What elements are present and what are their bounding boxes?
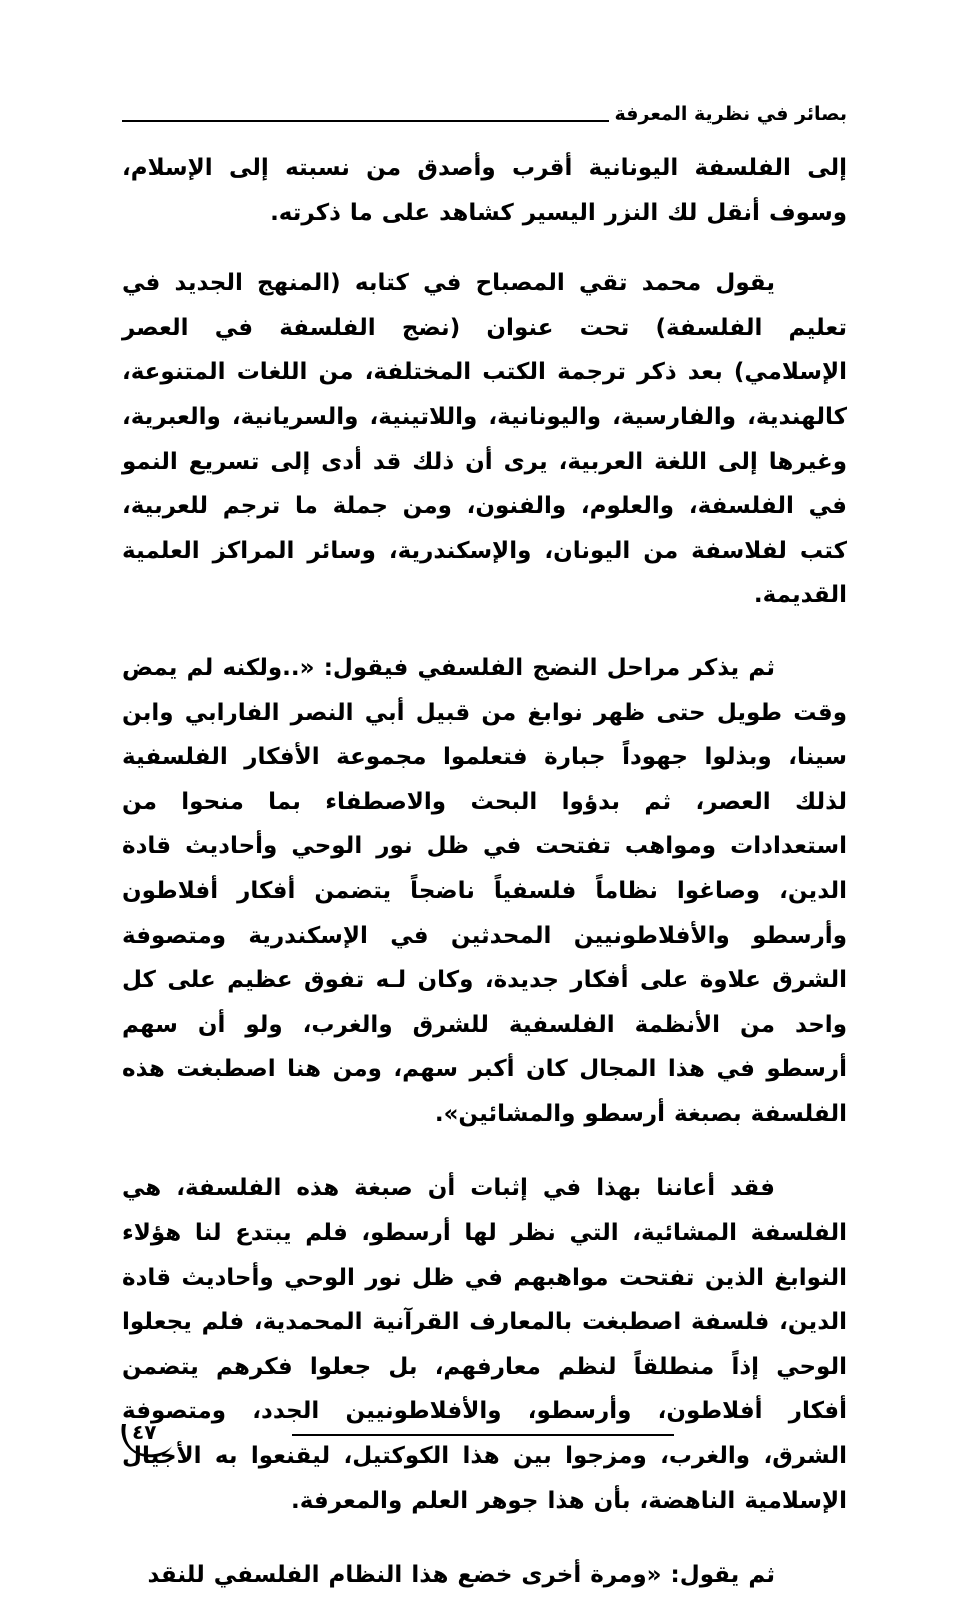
running-header-title: بصائر في نظرية المعرفة <box>614 103 847 125</box>
paragraph-3: ثم يذكر مراحل النضج الفلسفي فيقول: «..ولكنه لم يمض وقت طويل حتى ظهر نوابغ من قبيل أبي النصر الفارابي وابن سينا، وبذلوا جهوداً جبارة فتعلموا مجموعة الأفكار الفلسفية لذلك العصر، ثم بدؤوا البحث والاصطفاء بما منحوا من استعدادات ومواهب تفتحت في ظل نور الوحي وأحاديث قادة الدين، وصاغوا نظاماً فلسفياً ناضجاً يتضمن أفكار أفلاطون وأرسطو والأفلاطونيين المحدثين في الإسكندرية ومتصوفة الشرق علاوة على أفكار جديدة، وكان لـه تفوق عظيم على كل واحد من الأنظمة الفلسفية للشرق والغرب، ولو أن سهم أرسطو في هذا المجال كان أكبر سهم، ومن هنا اصطبغت هذه الفلسفة بصبغة أرسطو والمشائين». <box>122 654 847 1127</box>
paragraph-1: إلى الفلسفة اليونانية أقرب وأصدق من نسبته إلى الإسلام، وسوف أنقل لك النزر اليسير كشاهد على ما ذكرته. <box>122 155 847 226</box>
header-rule <box>122 120 609 122</box>
body-text <box>122 146 847 1598</box>
page-footer <box>0 1416 967 1476</box>
paragraph-2: يقول محمد تقي المصباح في كتابه (المنهج الجديد في تعليم الفلسفة) تحت عنوان (نضج الفلسفة في العصر الإسلامي) بعد ذكر ترجمة الكتب المختلفة، من اللغات المتنوعة، كالهندية، والفارسية، واليونانية، واللاتينية، والسريانية، والعبرية، وغيرها إلى اللغة العربية، يرى أن ذلك قد أدى إلى تسريع النمو في الفلسفة، والعلوم، والفنون، ومن جملة ما ترجم للعربية، كتب لفلاسفة من اليونان، والإسكندرية، وسائر المراكز العلمية القديمة. <box>122 270 847 609</box>
paragraph-4: فقد أعاننا بهذا في إثبات أن صبغة هذه الفلسفة، هي الفلسفة المشائية، التي نظر لها أرسطو، فلم يبتدع لنا هؤلاء النوابغ الذين تفتحت مواهبهم في ظل نور الوحي وأحاديث قادة الدين، فلسفة اصطبغت بالمعارف القرآنية المحمدية، فلم يجعلوا الوحي إذاً منطلقاً لنظم معارفهم، بل جعلوا فكرهم يتضمن أفكار أفلاطون، وأرسطو، والأفلاطونيين الجدد، ومتصوفة الشرق، والغرب، ومزجوا بين هذا الكوكتيل، ليقنعوا به الأجيال الإسلامية الناهضة، بأن هذا جوهر العلم والمعرفة. <box>122 1175 847 1514</box>
running-header <box>122 96 847 126</box>
paragraph-5: ثم يقول: «ومرة أخرى خضع هذا النظام الفلسفي للنقد <box>147 1562 775 1589</box>
footer-rule <box>292 1434 674 1436</box>
page-number: ٤٧ <box>132 1420 157 1444</box>
page-number-ornament <box>116 1416 176 1466</box>
